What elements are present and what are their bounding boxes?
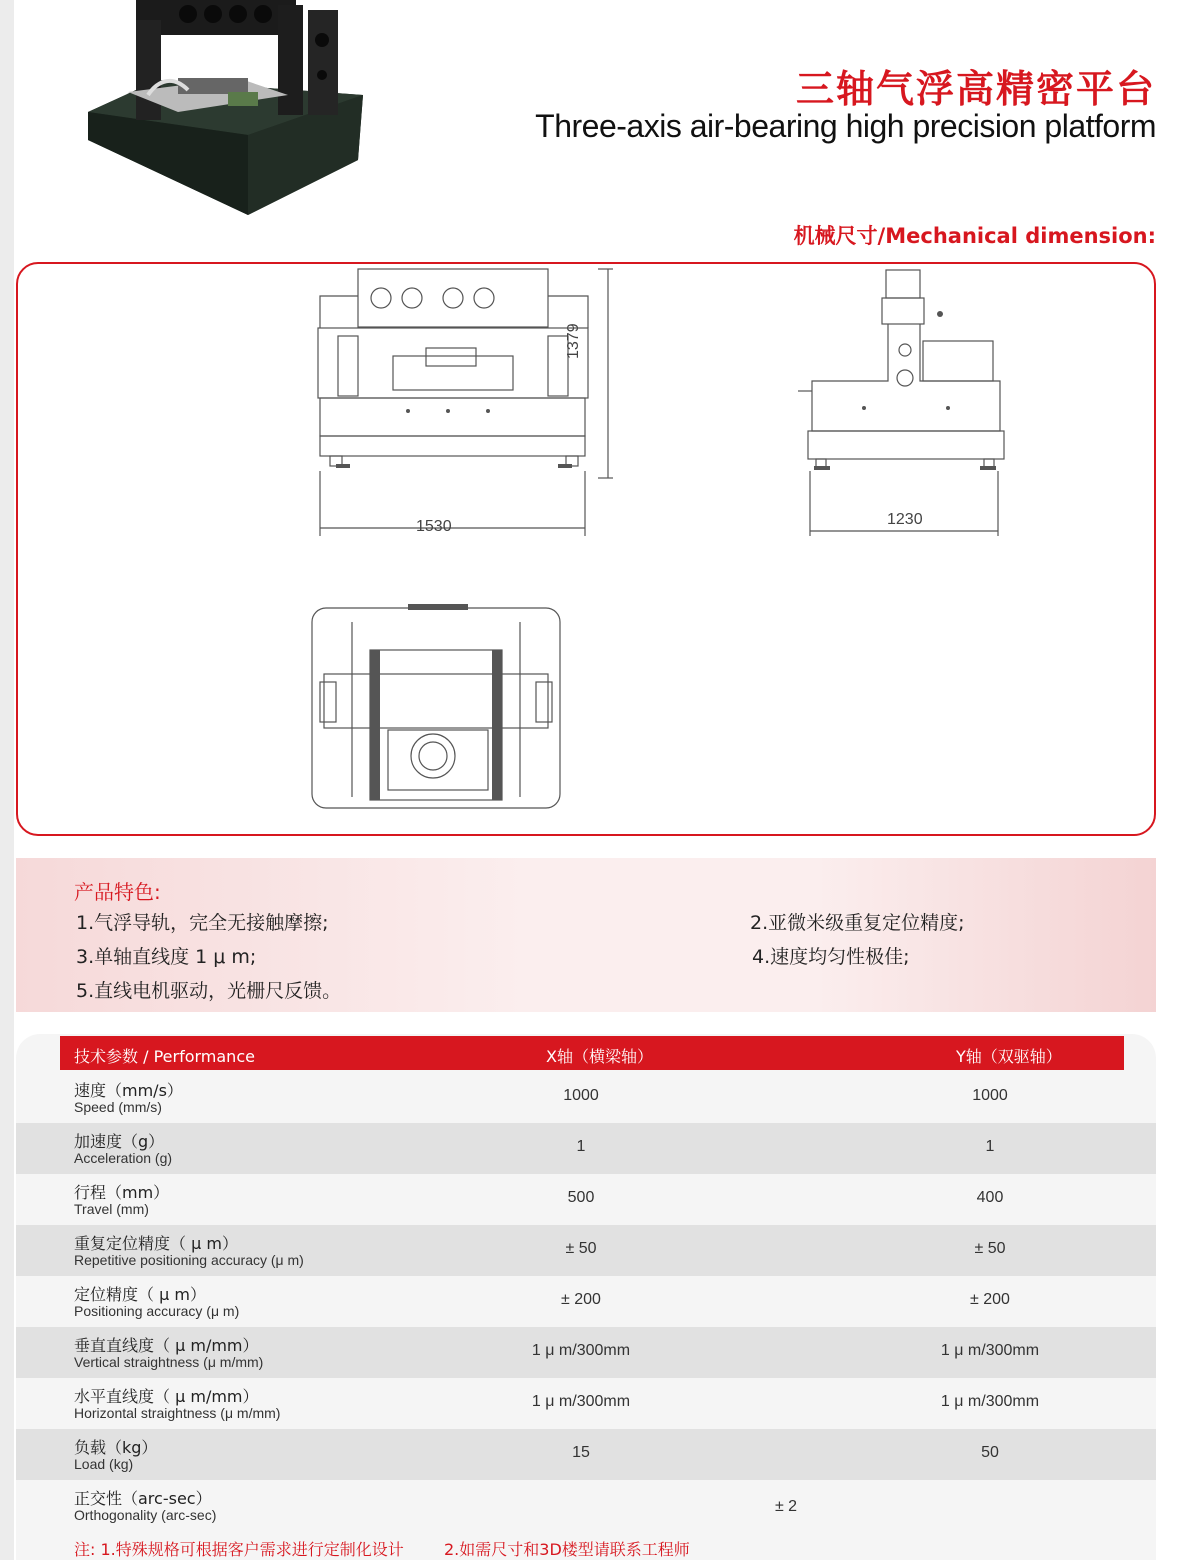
performance-table <box>16 1034 1156 1560</box>
x-value: 1 μ m/300mm <box>531 1393 631 1410</box>
side-width-label: 1230 <box>887 511 923 528</box>
orthogonality-value: ± 2 <box>774 1498 798 1515</box>
y-value: 1 <box>985 1138 995 1155</box>
feature-item: 5.直线电机驱动，光栅尺反馈。 <box>76 980 342 1002</box>
feature-item: 3.单轴直线度 1 μ m; <box>76 946 257 968</box>
row-label-en: Repetitive positioning accuracy (μ m) <box>74 1252 304 1268</box>
row-label-en: Speed (mm/s) <box>74 1099 162 1115</box>
x-value: ± 50 <box>565 1240 597 1257</box>
y-value: 1 μ m/300mm <box>940 1342 1040 1359</box>
table-row <box>16 1123 1156 1174</box>
row-label-cn: 行程（mm） <box>74 1183 170 1202</box>
feature-item: 2.亚微米级重复定位精度; <box>750 912 965 934</box>
row-label-cn: 正交性（arc-sec） <box>74 1489 212 1508</box>
features-title: 产品特色: <box>74 880 161 904</box>
y-value: ± 200 <box>970 1291 1010 1308</box>
feature-item: 4.速度均匀性极佳; <box>752 946 910 968</box>
y-value: 1000 <box>972 1087 1008 1104</box>
header-x-axis: X轴（横梁轴） <box>546 1047 653 1066</box>
table-row <box>16 1480 1156 1531</box>
row-label-cn: 重复定位精度（ μ m） <box>74 1234 238 1253</box>
feature-item: 1.气浮导轨，完全无接触摩擦; <box>76 912 329 934</box>
x-value: ± 200 <box>561 1291 601 1308</box>
product-photo <box>88 0 378 215</box>
row-label-cn: 加速度（g） <box>74 1132 165 1151</box>
x-value: 1 μ m/300mm <box>531 1342 631 1359</box>
row-label-en: Horizontal straightness (μ m/mm) <box>74 1405 281 1421</box>
page-title-cn: 三轴气浮高精密平台 <box>795 67 1156 111</box>
features-panel <box>16 858 1156 1012</box>
x-value: 1000 <box>563 1087 599 1104</box>
row-label-cn: 速度（mm/s） <box>74 1081 183 1100</box>
side-view-drawing <box>788 266 1018 544</box>
row-label-cn: 定位精度（ μ m） <box>74 1285 206 1304</box>
table-row <box>16 1429 1156 1480</box>
top-view-drawing <box>308 602 568 812</box>
row-label-cn: 垂直直线度（ μ m/mm） <box>74 1336 259 1355</box>
row-label-en: Vertical straightness (μ m/mm) <box>74 1354 264 1370</box>
front-view-drawing <box>308 266 628 544</box>
note-2: 2.如需尺寸和3D楼型请联系工程师 <box>444 1540 690 1559</box>
table-row <box>16 1378 1156 1429</box>
y-value: 400 <box>976 1189 1004 1206</box>
table-row <box>16 1225 1156 1276</box>
x-value: 15 <box>572 1444 590 1461</box>
row-label-cn: 水平直线度（ μ m/mm） <box>74 1387 259 1406</box>
table-header <box>60 1036 1124 1070</box>
header-param: 技术参数 / Performance <box>74 1047 255 1066</box>
header-y-axis: Y轴（双驱轴） <box>956 1047 1062 1066</box>
row-label-en: Travel (mm) <box>74 1201 149 1217</box>
row-label-cn: 负载（kg） <box>74 1438 158 1457</box>
drawing-frame <box>16 262 1156 836</box>
note-1: 注: 1.特殊规格可根据客户需求进行定制化设计 <box>74 1540 404 1559</box>
y-value: 1 μ m/300mm <box>940 1393 1040 1410</box>
row-label-en: Positioning accuracy (μ m) <box>74 1303 240 1319</box>
x-value: 500 <box>567 1189 595 1206</box>
mechanical-dimension-heading: 机械尺寸/Mechanical dimension: <box>793 224 1156 248</box>
table-row <box>16 1072 1156 1123</box>
y-value: 50 <box>981 1444 999 1461</box>
y-value: ± 50 <box>974 1240 1006 1257</box>
left-edge-bar <box>0 0 14 1560</box>
table-row <box>16 1327 1156 1378</box>
table-row <box>16 1276 1156 1327</box>
x-value: 1 <box>576 1138 586 1155</box>
row-label-en: Orthogonality (arc-sec) <box>74 1507 217 1523</box>
front-height-label: 1379 <box>565 323 582 359</box>
row-label-en: Load (kg) <box>74 1456 134 1472</box>
table-row <box>16 1174 1156 1225</box>
front-width-label: 1530 <box>416 518 452 535</box>
row-label-en: Acceleration (g) <box>74 1150 173 1166</box>
page-title-en: Three-axis air-bearing high precision platform <box>535 108 1156 144</box>
